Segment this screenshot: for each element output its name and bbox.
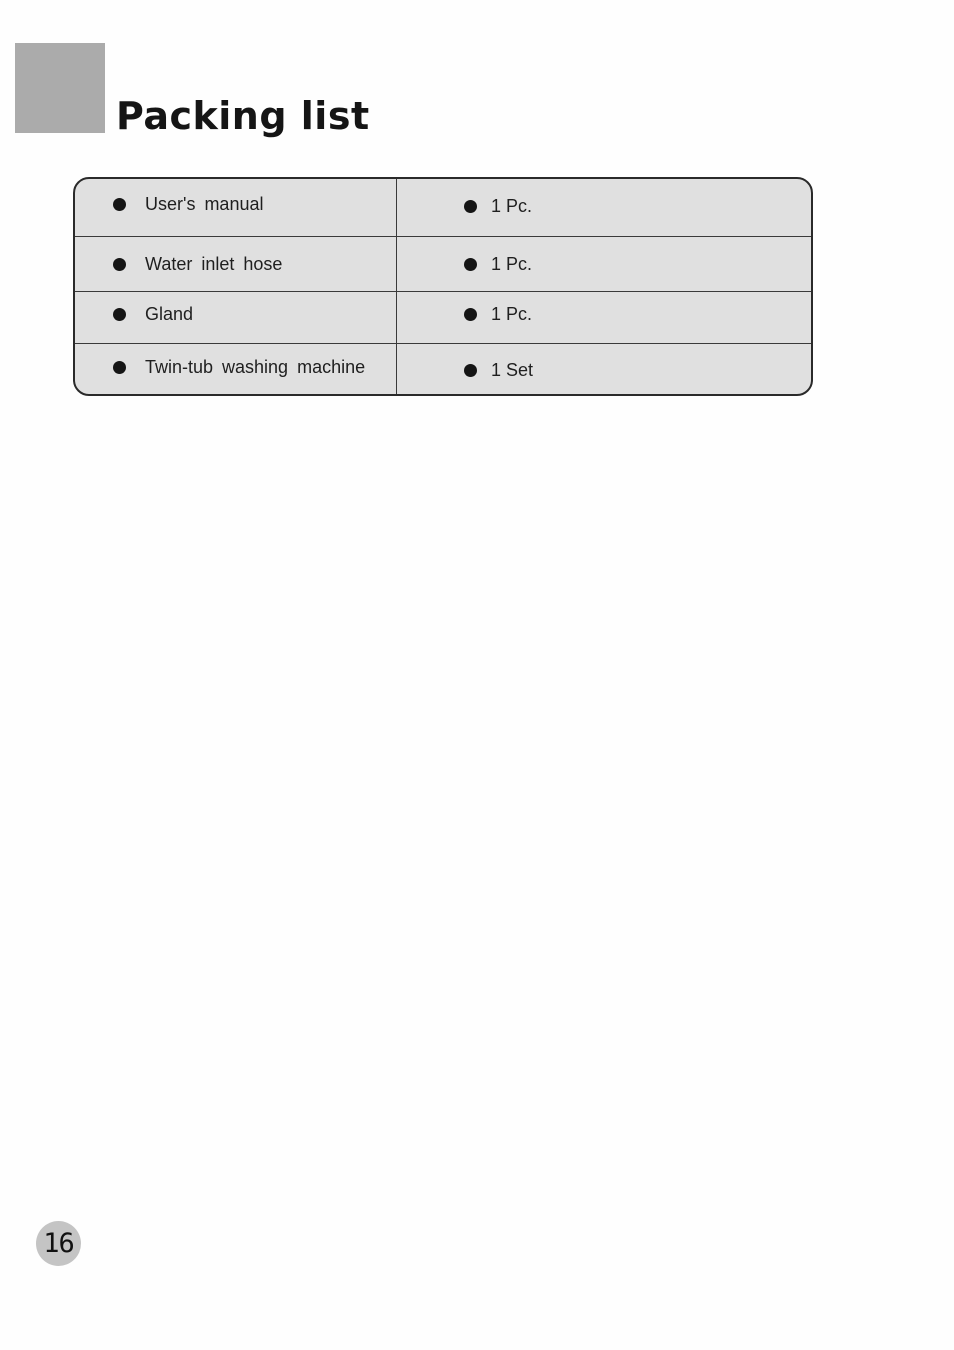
item-cell: [113, 254, 282, 275]
item-name: Gland: [145, 304, 194, 324]
item-name: Twin-tub washing machine: [145, 357, 366, 377]
item-quantity: 1 Pc.: [491, 196, 533, 216]
page-title: Packing list: [116, 94, 370, 138]
item-quantity: 1 Pc.: [491, 254, 533, 274]
quantity-cell: [464, 196, 532, 217]
bullet-icon: [464, 308, 477, 321]
bullet-icon: [113, 308, 126, 321]
header-corner-block: [15, 43, 105, 133]
table-row: [75, 344, 811, 394]
item-quantity: 1 Set: [491, 360, 534, 380]
item-cell: [113, 357, 365, 378]
bullet-icon: [464, 200, 477, 213]
table-row: [75, 292, 811, 344]
packing-list-table: [73, 177, 813, 396]
item-name: Water inlet hose: [145, 254, 283, 274]
table-row: [75, 179, 811, 237]
bullet-icon: [113, 258, 126, 271]
item-quantity: 1 Pc.: [491, 304, 533, 324]
bullet-icon: [113, 198, 126, 211]
quantity-cell: [464, 254, 532, 275]
bullet-icon: [464, 364, 477, 377]
item-cell: [113, 194, 263, 215]
page-number-badge: 16: [36, 1221, 81, 1266]
table-row: [75, 237, 811, 292]
bullet-icon: [113, 361, 126, 374]
quantity-cell: [464, 304, 532, 325]
quantity-cell: [464, 360, 533, 381]
item-name: User's manual: [145, 194, 264, 214]
bullet-icon: [464, 258, 477, 271]
item-cell: [113, 304, 193, 325]
